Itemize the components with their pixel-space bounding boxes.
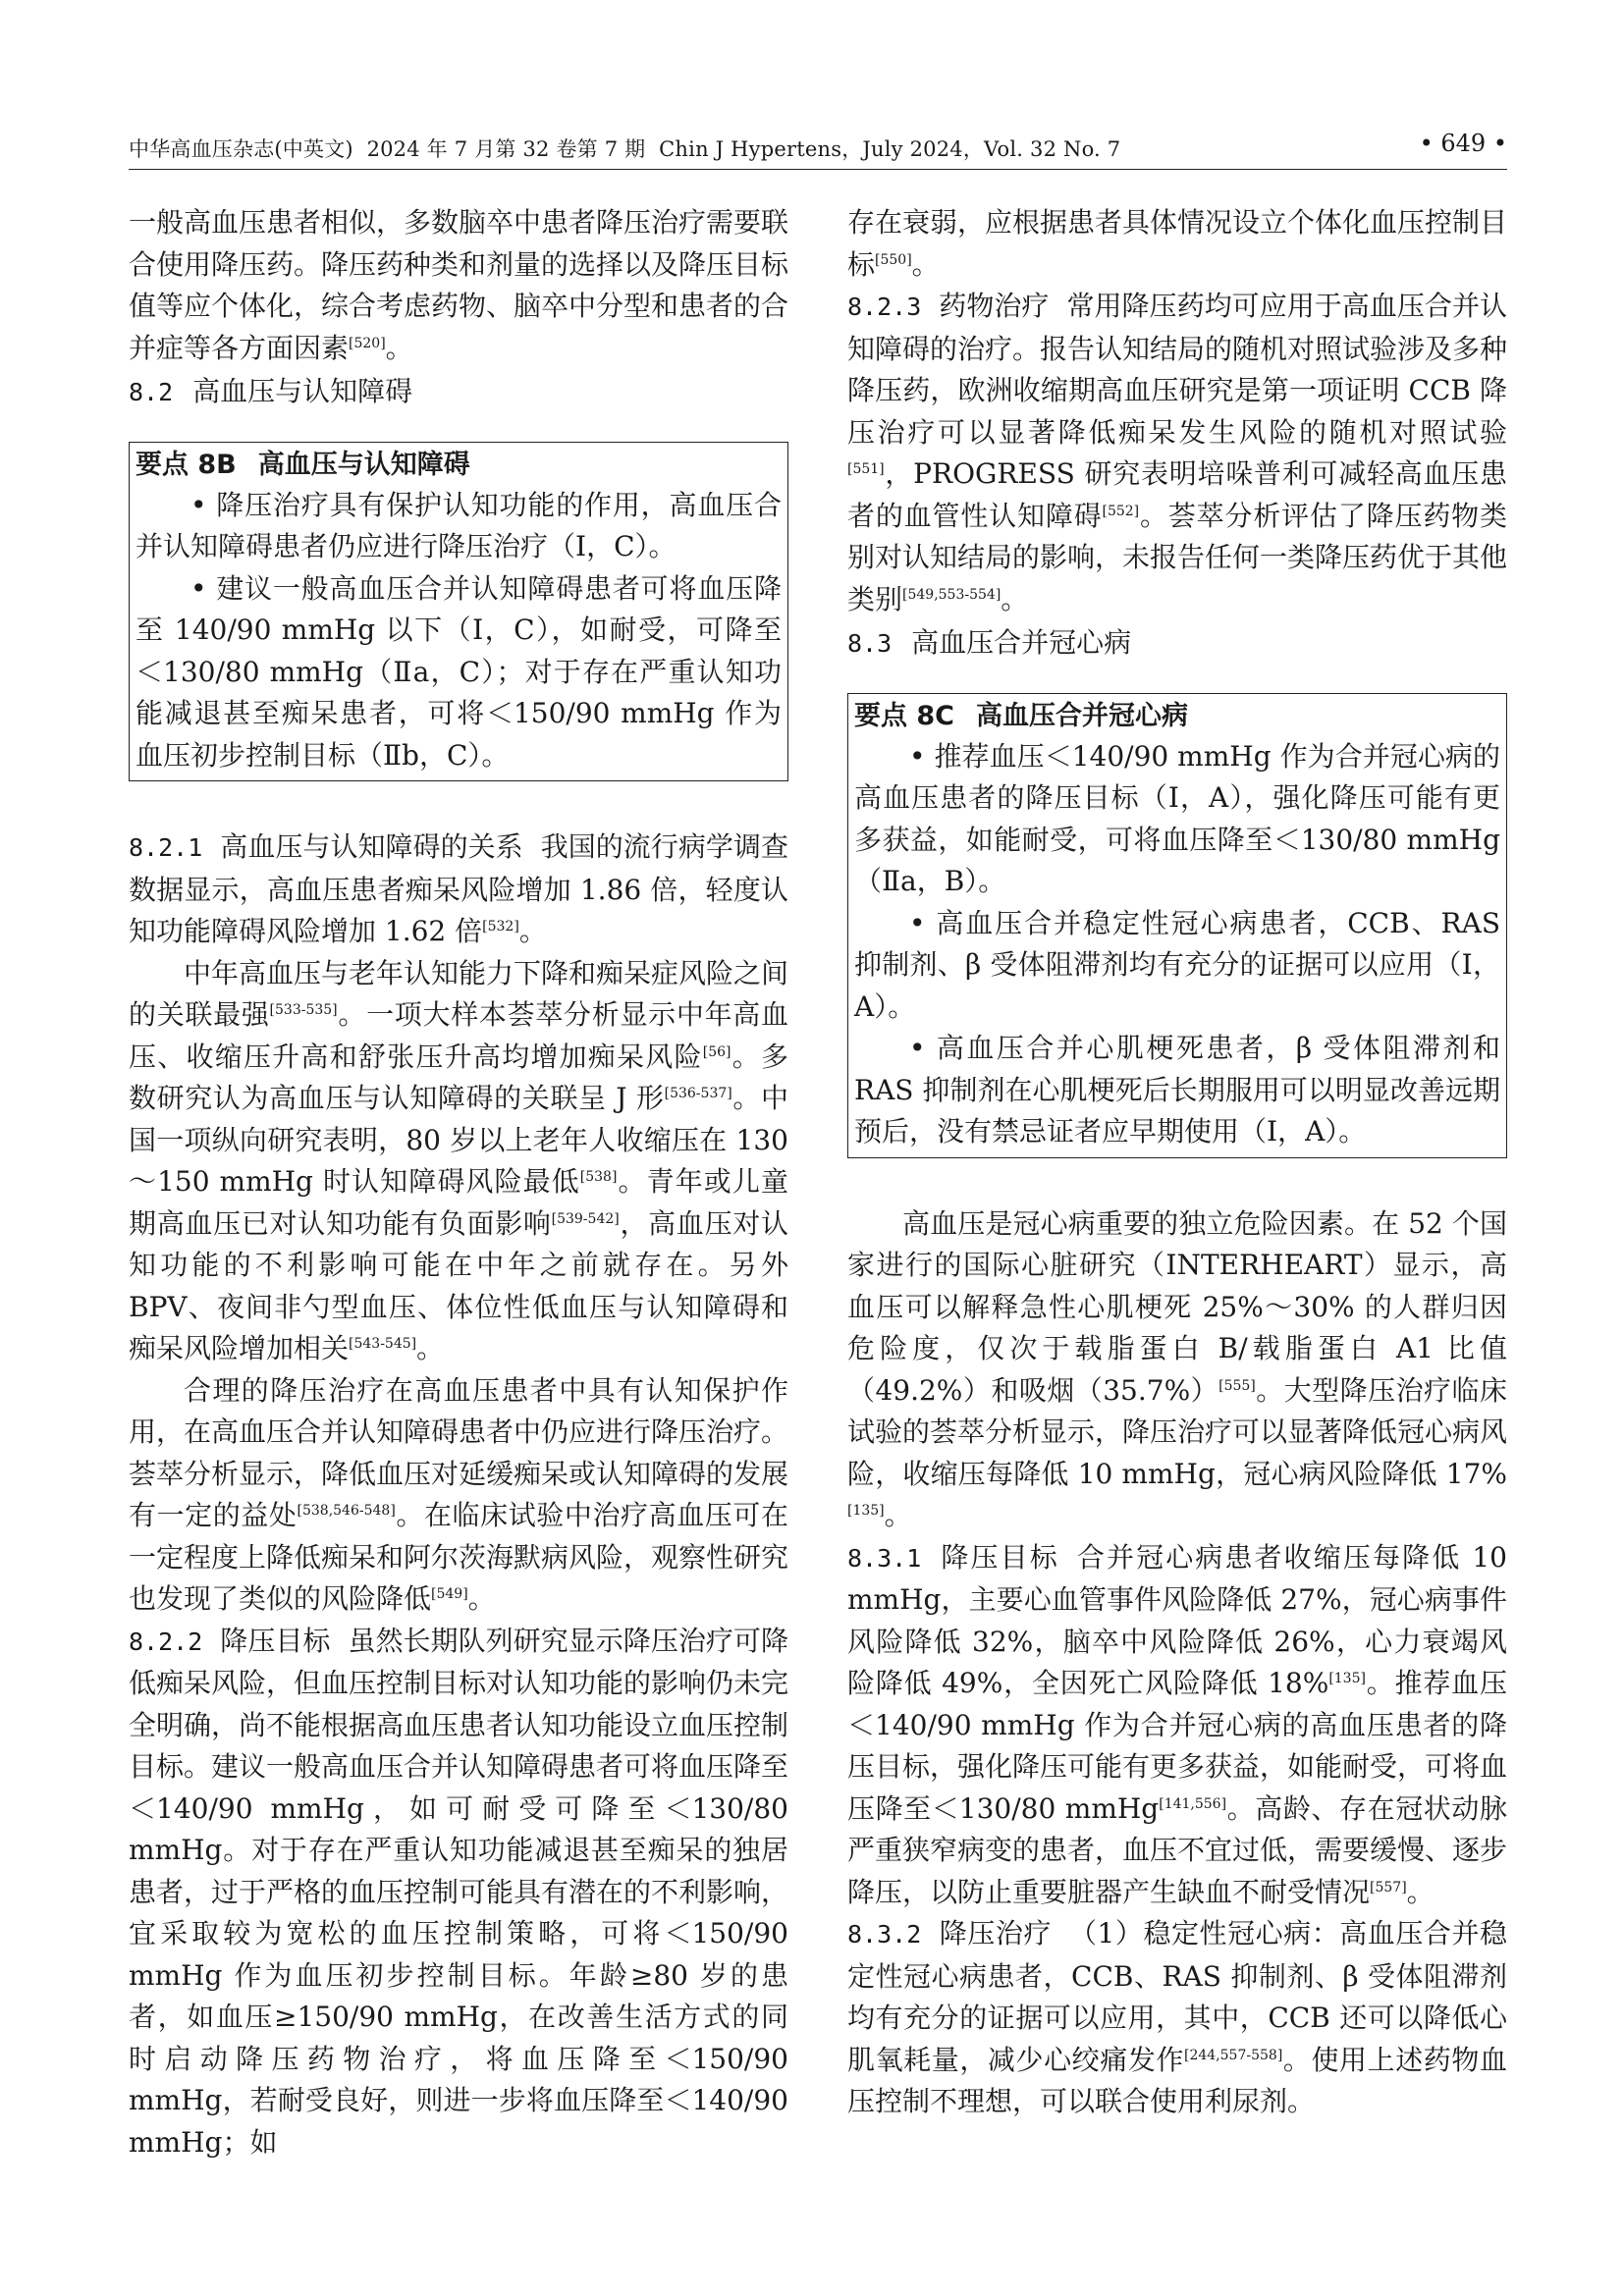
box-item: • 高血压合并稳定性冠心病患者，CCB、RAS 抑制剂、β 受体阻滞剂均有充分的证据可以应用（Ⅰ，A）。 <box>854 906 1500 1023</box>
citation: [536-537] <box>664 1086 732 1101</box>
header-left <box>129 133 1120 163</box>
subsection-heading: 降压目标 <box>939 1540 1059 1574</box>
paragraph: 高血压是冠心病重要的独立危险因素。在 52 个国家进行的国际心脏研究（INTERHEART）显示，高血压可以解释急性心肌梗死 25%～30% 的人群归因危险度，仅次于载脂蛋白 B/载脂蛋白 A1 比值（49.2%）和吸烟（35.7%）[555]。大型降压治疗临床试验的荟萃分析显示，降压治疗可以显著降低冠心病风险，收缩压每降低 10 mmHg，冠心病风险降低 17%[135]。 <box>847 1206 1508 1531</box>
citation: [557] <box>1370 1879 1407 1896</box>
paragraph: 合理的降压治疗在高血压患者中具有认知保护作用，在高血压合并认知障碍患者中仍应进行降压治疗。荟萃分析显示，降低血压对延缓痴呆或认知障碍的发展有一定的益处[538,546-548]。在临床试验中治疗高血压可在一定程度上降低痴呆和阿尔茨海默病风险，观察性研究也发现了类似的风险降低[549]。 <box>129 1373 789 1615</box>
right-column <box>847 202 1507 2123</box>
issue-cn: 2024 年 7 月第 32 卷第 7 期 <box>366 137 646 161</box>
citation: [538,546-548] <box>297 1503 396 1519</box>
citation: [56] <box>702 1043 731 1060</box>
citation: [532] <box>482 919 519 934</box>
citation: [543-545] <box>349 1336 417 1352</box>
citation: [135] <box>847 1503 885 1519</box>
box-item: • 建议一般高血压合并认知障碍患者可将血压降至 140/90 mmHg 以下（Ⅰ，C），如耐受，可降至＜130/80 mmHg（Ⅱa，C）；对于存在严重认知功能减退甚至痴呆患者，可将＜150/90 mmHg 作为血压初步控制目标（Ⅱb，C）。 <box>135 571 782 772</box>
citation: [244,557-558] <box>1184 2047 1283 2063</box>
subsection-8-2-1: 8.2.1 高血压与认知障碍的关系 我国的流行病学调查数据显示，高血压患者痴呆风险增加 1.86 倍，轻度认知功能障碍风险增加 1.62 倍[532]。 <box>129 830 788 947</box>
journal-name-en: Chin J Hypertens，July 2024，Vol. 32 No. 7 <box>659 137 1121 161</box>
key-points-box-8b <box>129 442 788 782</box>
subsection-8-3-2: 8.3.2 降压治疗 （1）稳定性冠心病：高血压合并稳定性冠心病患者，CCB、RAS 抑制剂、β 受体阻滞剂均有充分的证据可以应用，其中，CCB 还可以降低心肌氧耗量，减少心绞痛发作[244,557-558]。使用上述药物血压控制不理想，可以联合使用利尿剂。 <box>847 1917 1507 2117</box>
running-header <box>129 130 1507 170</box>
subsection-heading: 降压治疗 <box>939 1917 1052 1949</box>
citation: [520] <box>349 335 386 351</box>
section-heading-8-2: 8.2 高血压与认知障碍 <box>129 375 413 407</box>
citation: [550] <box>875 251 912 268</box>
citation: [552] <box>1102 503 1140 519</box>
box-item: • 推荐血压＜140/90 mmHg 作为合并冠心病的高血压患者的降压目标（Ⅰ，A），强化降压可能有更多获益，如能耐受，可将血压降至＜130/80 mmHg（Ⅱa，B）。 <box>854 739 1500 897</box>
subsection-heading: 降压目标 <box>220 1624 331 1657</box>
citation: [549] <box>431 1586 468 1602</box>
key-points-box-8c <box>847 693 1507 1158</box>
subsection-8-3-1: 8.3.1 降压目标 合并冠心病患者收缩压每降低 10 mmHg，主要心血管事件风险降低 27%，冠心病事件风险降低 32%，脑卒中风险降低 26%，心力衰竭风险降低 49%，全因死亡风险降低 18%[135]。推荐血压＜140/90 mmHg 作为合并冠心病的高血压患者的降压目标，强化降压可能有更多获益，如能耐受，可将血压降至＜130/80 mmHg[141,556]。高龄、存在冠状动脉严重狭窄病变的患者，血压不宜过低，需要缓慢、逐步降压，以防止重要脏器产生缺血不耐受情况[557]。 <box>847 1540 1508 1908</box>
continued-paragraph: 存在衰弱，应根据患者具体情况设立个体化血压控制目标[550]。 <box>847 206 1508 281</box>
citation: [555] <box>1218 1377 1256 1394</box>
citation: [141,556] <box>1159 1795 1227 1812</box>
box-title: 要点 8B 高血压与认知障碍 <box>135 449 470 480</box>
journal-name-cn: 中华高血压杂志(中英文) <box>129 137 353 161</box>
citation: [533-535] <box>269 1002 338 1018</box>
subsection-8-2-3: 8.2.3 药物治疗 常用降压药均可应用于高血压合并认知障碍的治疗。报告认知结局的随机对照试验涉及多种降压药，欧洲收缩期高血压研究是第一项证明 CCB 降压治疗可以显著降低痴呆发生风险的随机对照试验[551]，PROGRESS 研究表明培哚普利可减轻高血压患者的血管性认知障碍[552]。荟萃分析评估了降压药物类别对认知结局的影响，未报告任何一类降压药优于其他类别[549,553-554]。 <box>847 290 1508 615</box>
subsection-heading: 药物治疗 <box>939 290 1050 322</box>
section-heading-8-3: 8.3 高血压合并冠心病 <box>847 626 1132 659</box>
box-item: • 降压治疗具有保护认知功能的作用，高血压合并认知障碍患者仍应进行降压治疗（Ⅰ，C）。 <box>135 488 782 562</box>
citation: [538] <box>579 1169 618 1185</box>
box-title: 要点 8C 高血压合并冠心病 <box>854 700 1189 731</box>
box-item: • 高血压合并心肌梗死患者，β 受体阻滞剂和 RAS 抑制剂在心肌梗死后长期服用可以明显改善远期预后，没有禁忌证者应早期使用（Ⅰ，A）。 <box>854 1032 1500 1148</box>
citation: [549,553-554] <box>902 586 1001 603</box>
subsection-heading: 高血压与认知障碍的关系 <box>220 830 523 863</box>
left-column <box>129 202 788 2163</box>
paragraph: 中年高血压与老年认知能力下降和痴呆症风险之间的关联最强[533-535]。一项大样本荟萃分析显示中年高血压、收缩压升高和舒张压升高均增加痴呆风险[56]。多数研究认为高血压与认知障碍的关联呈 J 形[536-537]。中国一项纵向研究表明，80 岁以上老年人收缩压在 130～150 mmHg 时认知障碍风险最低[538]。青年或儿童期高血压已对认知功能有负面影响[539-542]，高血压对认知功能的不利影响可能在中年之前就存在。另外 BPV、夜间非勺型血压、体位性低血压与认知障碍和痴呆风险增加相关[543-545]。 <box>129 956 789 1364</box>
intro-paragraph: 一般高血压患者相似，多数脑卒中患者降压治疗需要联合使用降压药。降压药种类和剂量的选择以及降压目标值等应个体化，综合考虑药物、脑卒中分型和患者的合并症等各方面因素[520]。 <box>129 206 789 364</box>
citation: [551] <box>847 461 885 477</box>
citation: [135] <box>1328 1671 1366 1686</box>
citation: [539-542] <box>551 1210 620 1227</box>
page-number: • 649 • <box>1419 130 1507 157</box>
subsection-8-2-2: 8.2.2 降压目标 虽然长期队列研究显示降压治疗可降低痴呆风险，但血压控制目标对认知功能的影响仍未完全明确，尚不能根据高血压患者认知功能设立血压控制目标。建议一般高血压合并认知障碍患者可将血压降至＜140/90 mmHg，如可耐受可降至＜130/80 mmHg。对于存在严重认知功能减退甚至痴呆的独居患者，过于严格的血压控制可能具有潜在的不利影响，宜采取较为宽松的血压控制策略，可将＜150/90 mmHg 作为血压初步控制目标。年龄≥80 岁的患者，如血压≥150/90 mmHg，在改善生活方式的同时启动降压药物治疗，将血压降至＜150/90 mmHg，若耐受良好，则进一步将血压降至＜140/90 mmHg；如 <box>129 1624 789 2159</box>
